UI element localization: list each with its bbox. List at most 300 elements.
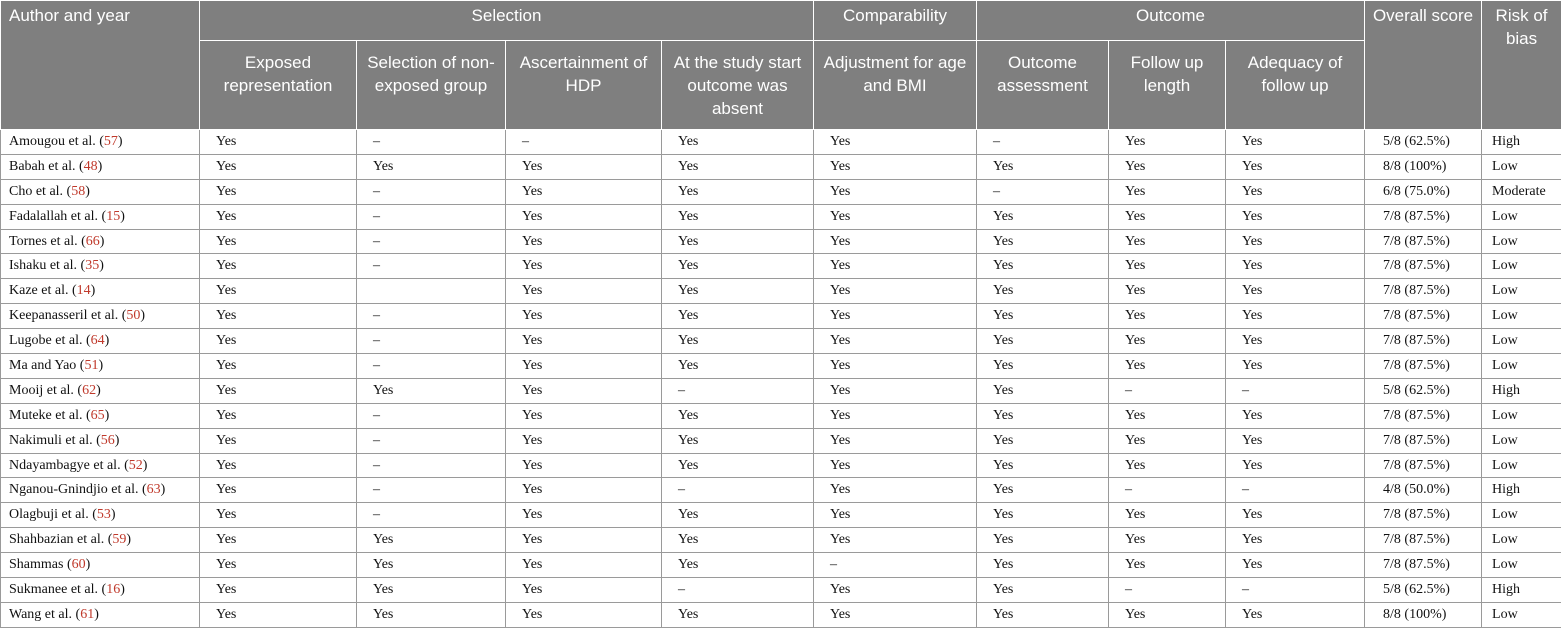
author-name: Amougou et al. ( [9,134,104,149]
header-adequacy: Adequacy of follow up [1226,41,1365,130]
table-cell: Low [1482,329,1561,354]
author-name: Wang et al. ( [9,607,80,622]
table-cell: Yes [506,279,662,304]
table-cell: Low [1482,354,1561,379]
reference-link[interactable]: 63 [147,482,161,497]
table-cell: High [1482,578,1561,603]
author-close-paren: ) [140,308,145,323]
table-row [1,130,1561,155]
author-name: Nakimuli et al. ( [9,433,101,448]
author-close-paren: ) [161,482,166,497]
table-cell: Yes [1226,279,1365,304]
table-cell: Yes [200,453,357,478]
table-cell: Yes [662,154,814,179]
author-close-paren: ) [120,209,125,224]
reference-link[interactable]: 50 [126,308,140,323]
author-name: Keepanasseril et al. ( [9,308,126,323]
table-cell: Yes [200,279,357,304]
table-cell: Low [1482,229,1561,254]
reference-link[interactable]: 60 [72,557,86,572]
table-cell: – [357,403,506,428]
table-cell: – [357,179,506,204]
table-cell: Yes [662,130,814,155]
table-cell: Yes [357,528,506,553]
table-cell: – [357,329,506,354]
table-row [1,279,1561,304]
table-cell: Low [1482,254,1561,279]
header-outcome: Outcome [977,1,1365,41]
table-cell: Low [1482,428,1561,453]
reference-link[interactable]: 62 [82,383,96,398]
author-close-paren: ) [99,258,104,273]
author-close-paren: ) [86,557,91,572]
table-cell: Yes [662,329,814,354]
table-row [1,578,1561,603]
header-follow-up-length: Follow up length [1109,41,1226,130]
table-cell: 5/8 (62.5%) [1365,378,1482,403]
table-cell: 8/8 (100%) [1365,154,1482,179]
author-name: Shahbazian et al. ( [9,532,112,547]
table-cell: Yes [977,354,1109,379]
table-cell: Yes [1226,179,1365,204]
header-exposed: Exposed representation [200,41,357,130]
table-cell: 5/8 (62.5%) [1365,578,1482,603]
author-cell [1,279,200,304]
table-cell: Yes [1109,254,1226,279]
author-cell [1,453,200,478]
table-cell: 7/8 (87.5%) [1365,553,1482,578]
author-cell [1,304,200,329]
table-cell: Yes [977,528,1109,553]
table-cell: Yes [662,254,814,279]
table-row [1,528,1561,553]
table-cell: Yes [814,453,977,478]
author-name: Kaze et al. ( [9,283,77,298]
table-cell: Yes [1226,154,1365,179]
reference-link[interactable]: 65 [91,408,105,423]
table-cell: Yes [506,204,662,229]
author-cell [1,602,200,627]
author-close-paren: ) [100,234,105,249]
table-cell: 4/8 (50.0%) [1365,478,1482,503]
table-cell: Yes [1109,329,1226,354]
table-cell: 7/8 (87.5%) [1365,528,1482,553]
table-cell: Yes [506,354,662,379]
table-cell: – [1109,578,1226,603]
table-cell: Yes [1109,602,1226,627]
table-row [1,403,1561,428]
table-cell: Yes [200,403,357,428]
author-close-paren: ) [118,134,123,149]
table-cell: Yes [977,453,1109,478]
author-cell [1,378,200,403]
table-cell: Yes [200,378,357,403]
table-cell: Yes [200,602,357,627]
table-row [1,428,1561,453]
table-cell: Low [1482,503,1561,528]
table-cell: Yes [506,229,662,254]
author-close-paren: ) [111,507,116,522]
table-cell: – [977,130,1109,155]
reference-link[interactable]: 52 [129,458,143,473]
author-cell [1,229,200,254]
table-cell: 7/8 (87.5%) [1365,304,1482,329]
author-close-paren: ) [98,358,103,373]
table-cell [357,279,506,304]
table-cell: – [1226,578,1365,603]
table-cell: Yes [200,329,357,354]
table-cell: Yes [506,602,662,627]
table-cell: Yes [814,403,977,428]
table-row [1,154,1561,179]
author-close-paren: ) [91,283,96,298]
author-name: Nganou-Gnindjio et al. ( [9,482,147,497]
table-cell: 7/8 (87.5%) [1365,403,1482,428]
author-cell [1,428,200,453]
table-cell: 7/8 (87.5%) [1365,428,1482,453]
table-cell: 7/8 (87.5%) [1365,354,1482,379]
table-cell: Yes [977,279,1109,304]
author-name: Cho et al. ( [9,184,71,199]
table-cell: High [1482,130,1561,155]
table-cell: – [357,478,506,503]
header-risk-of-bias: Risk of bias [1482,1,1561,130]
table-cell: Yes [662,179,814,204]
author-close-paren: ) [98,159,103,174]
table-cell: Yes [357,378,506,403]
table-cell: Yes [200,154,357,179]
table-cell: Yes [200,553,357,578]
table-cell: Yes [506,179,662,204]
table-cell: Yes [1226,329,1365,354]
table-row [1,304,1561,329]
table-cell: – [357,254,506,279]
table-cell: Yes [1226,204,1365,229]
table-cell: Yes [977,478,1109,503]
header-outcome-assessment: Outcome assessment [977,41,1109,130]
table-cell: 7/8 (87.5%) [1365,204,1482,229]
table-cell: High [1482,378,1561,403]
table-cell: Yes [662,503,814,528]
table-cell: Yes [357,553,506,578]
author-name: Sukmanee et al. ( [9,582,106,597]
table-cell: Yes [662,428,814,453]
reference-link[interactable]: 61 [80,607,94,622]
table-cell: Low [1482,602,1561,627]
table-cell: Yes [814,204,977,229]
table-cell: Yes [200,130,357,155]
author-cell [1,478,200,503]
author-cell [1,403,200,428]
table-cell: Yes [814,179,977,204]
table-cell: Yes [506,254,662,279]
table-cell: Yes [662,553,814,578]
reference-link[interactable]: 35 [85,258,99,273]
table-cell: Yes [200,179,357,204]
table-cell: Yes [1226,528,1365,553]
table-cell: – [662,378,814,403]
author-name: Lugobe et al. ( [9,333,91,348]
author-cell [1,503,200,528]
reference-link[interactable]: 15 [106,209,120,224]
table-cell: Yes [1226,403,1365,428]
table-cell: Low [1482,204,1561,229]
table-cell: – [1226,378,1365,403]
reference-link[interactable]: 58 [71,184,85,199]
table-cell: Yes [1109,453,1226,478]
table-cell: Moderate [1482,179,1561,204]
table-cell: Yes [814,229,977,254]
author-name: Ishaku et al. ( [9,258,85,273]
table-cell: 5/8 (62.5%) [1365,130,1482,155]
table-cell: Yes [662,453,814,478]
table-cell: Yes [977,378,1109,403]
reference-link[interactable]: 14 [77,283,91,298]
author-name: Mooij et al. ( [9,383,82,398]
header-outcome-absent: At the study start outcome was absent [662,41,814,130]
header-selection: Selection [200,1,814,41]
table-cell: Yes [662,229,814,254]
reference-link[interactable]: 56 [101,433,115,448]
table-cell: Yes [506,378,662,403]
table-cell: Yes [662,354,814,379]
table-cell: Yes [977,503,1109,528]
table-cell: Yes [814,254,977,279]
table-cell: Yes [1109,503,1226,528]
table-row [1,229,1561,254]
table-row [1,553,1561,578]
author-close-paren: ) [85,184,90,199]
table-cell: Low [1482,403,1561,428]
table-cell: Yes [977,154,1109,179]
author-name: Shammas ( [9,557,72,572]
table-cell: Yes [506,154,662,179]
table-cell: – [357,304,506,329]
table-cell: – [357,229,506,254]
table-cell: Yes [814,528,977,553]
table-cell: Yes [814,503,977,528]
table-cell: Yes [1109,229,1226,254]
table-cell: Yes [977,329,1109,354]
reference-link[interactable]: 64 [91,333,105,348]
reference-link[interactable]: 66 [86,234,100,249]
author-name: Ma and Yao ( [9,358,84,373]
reference-link[interactable]: 59 [112,532,126,547]
table-cell: Yes [1226,503,1365,528]
table-cell: Low [1482,453,1561,478]
table-cell: Yes [814,378,977,403]
table-cell: Yes [200,254,357,279]
author-name: Olagbuji et al. ( [9,507,97,522]
table-cell: Yes [357,602,506,627]
author-cell [1,179,200,204]
table-cell: Yes [506,553,662,578]
table-cell: Yes [200,204,357,229]
author-name: Ndayambagye et al. ( [9,458,129,473]
table-cell: Yes [977,229,1109,254]
table-cell: Yes [1226,453,1365,478]
table-cell: Yes [506,528,662,553]
table-cell: Yes [200,229,357,254]
table-cell: Yes [1226,130,1365,155]
table-cell: Yes [814,154,977,179]
author-cell [1,329,200,354]
table-cell: – [357,503,506,528]
table-cell: – [814,553,977,578]
table-cell: Yes [1109,354,1226,379]
table-cell: Yes [977,428,1109,453]
table-cell: Yes [662,304,814,329]
table-cell: – [357,130,506,155]
table-cell: Yes [506,428,662,453]
table-cell: Low [1482,528,1561,553]
table-cell: Yes [1109,528,1226,553]
table-cell: Yes [1109,179,1226,204]
table-cell: Yes [506,453,662,478]
table-row [1,478,1561,503]
table-cell: Yes [814,279,977,304]
table-cell: High [1482,478,1561,503]
author-name: Muteke et al. ( [9,408,91,423]
table-row [1,354,1561,379]
table-row [1,602,1561,627]
author-close-paren: ) [120,582,125,597]
table-cell: – [357,453,506,478]
table-row [1,204,1561,229]
table-row [1,254,1561,279]
table-cell: Yes [662,528,814,553]
table-cell: Yes [1109,428,1226,453]
table-cell: – [662,478,814,503]
author-name: Tornes et al. ( [9,234,86,249]
header-adjustment: Adjustment for age and BMI [814,41,977,130]
table-cell: Yes [1226,354,1365,379]
table-row [1,378,1561,403]
table-cell: Yes [200,478,357,503]
table-cell: – [1226,478,1365,503]
table-cell: Yes [662,279,814,304]
table-row [1,329,1561,354]
table-cell: Yes [1109,154,1226,179]
table-cell: Yes [506,329,662,354]
table-cell: Yes [506,478,662,503]
table-cell: 7/8 (87.5%) [1365,279,1482,304]
table-cell: Yes [200,528,357,553]
table-cell: Yes [200,503,357,528]
reference-link[interactable]: 48 [84,159,98,174]
table-cell: – [662,578,814,603]
reference-link[interactable]: 51 [84,358,98,373]
author-cell [1,528,200,553]
header-overall-score: Overall score [1365,1,1482,130]
table-cell: Yes [1226,602,1365,627]
table-cell: Yes [814,478,977,503]
table-cell: Yes [1226,428,1365,453]
table-cell: – [357,204,506,229]
table-cell: 8/8 (100%) [1365,602,1482,627]
table-cell: – [506,130,662,155]
table-body [1,130,1561,628]
table-row [1,503,1561,528]
author-name: Babah et al. ( [9,159,84,174]
table-cell: – [1109,378,1226,403]
author-cell [1,354,200,379]
table-cell: Yes [506,578,662,603]
author-close-paren: ) [115,433,120,448]
table-cell: Yes [814,304,977,329]
table-cell: 7/8 (87.5%) [1365,229,1482,254]
table-cell: Yes [200,354,357,379]
header-ascertainment: Ascertainment of HDP [506,41,662,130]
reference-link[interactable]: 53 [97,507,111,522]
table-cell: Yes [1109,130,1226,155]
table-cell: Yes [814,130,977,155]
table-cell: Low [1482,154,1561,179]
table-cell: 7/8 (87.5%) [1365,254,1482,279]
author-close-paren: ) [126,532,131,547]
header-non-exposed: Selection of non-exposed group [357,41,506,130]
table-cell: Low [1482,304,1561,329]
table-cell: Yes [977,403,1109,428]
table-cell: Yes [814,329,977,354]
author-close-paren: ) [94,607,99,622]
table-cell: Yes [1109,279,1226,304]
table-cell: Yes [506,403,662,428]
author-cell [1,204,200,229]
author-name: Fadalallah et al. ( [9,209,106,224]
table-cell: Yes [1226,254,1365,279]
table-cell: 7/8 (87.5%) [1365,503,1482,528]
table-cell: Yes [1226,229,1365,254]
table-cell: Yes [977,304,1109,329]
table-cell: Yes [1109,403,1226,428]
table-cell: – [1109,478,1226,503]
header-comparability: Comparability [814,1,977,41]
table-cell: 7/8 (87.5%) [1365,453,1482,478]
table-cell: – [357,428,506,453]
reference-link[interactable]: 57 [104,134,118,149]
reference-link[interactable]: 16 [106,582,120,597]
table-cell: Yes [662,403,814,428]
table-cell: Yes [977,578,1109,603]
table-cell: Yes [977,602,1109,627]
table-cell: Yes [662,204,814,229]
table-cell: Yes [200,428,357,453]
table-cell: Yes [1109,304,1226,329]
table-cell: Yes [1226,553,1365,578]
table-cell: Yes [1109,204,1226,229]
author-cell [1,130,200,155]
table-cell: – [357,354,506,379]
author-cell [1,154,200,179]
table-cell: Low [1482,279,1561,304]
author-close-paren: ) [96,383,101,398]
author-cell [1,553,200,578]
table-cell: Yes [814,428,977,453]
table-row [1,179,1561,204]
table-cell: 6/8 (75.0%) [1365,179,1482,204]
table-cell: Yes [977,204,1109,229]
table-cell: Low [1482,553,1561,578]
table-cell: Yes [506,503,662,528]
author-close-paren: ) [143,458,148,473]
author-close-paren: ) [105,408,110,423]
table-cell: Yes [814,354,977,379]
table-cell: 7/8 (87.5%) [1365,329,1482,354]
table-cell: Yes [357,154,506,179]
table-cell: Yes [977,553,1109,578]
table-cell: Yes [977,254,1109,279]
